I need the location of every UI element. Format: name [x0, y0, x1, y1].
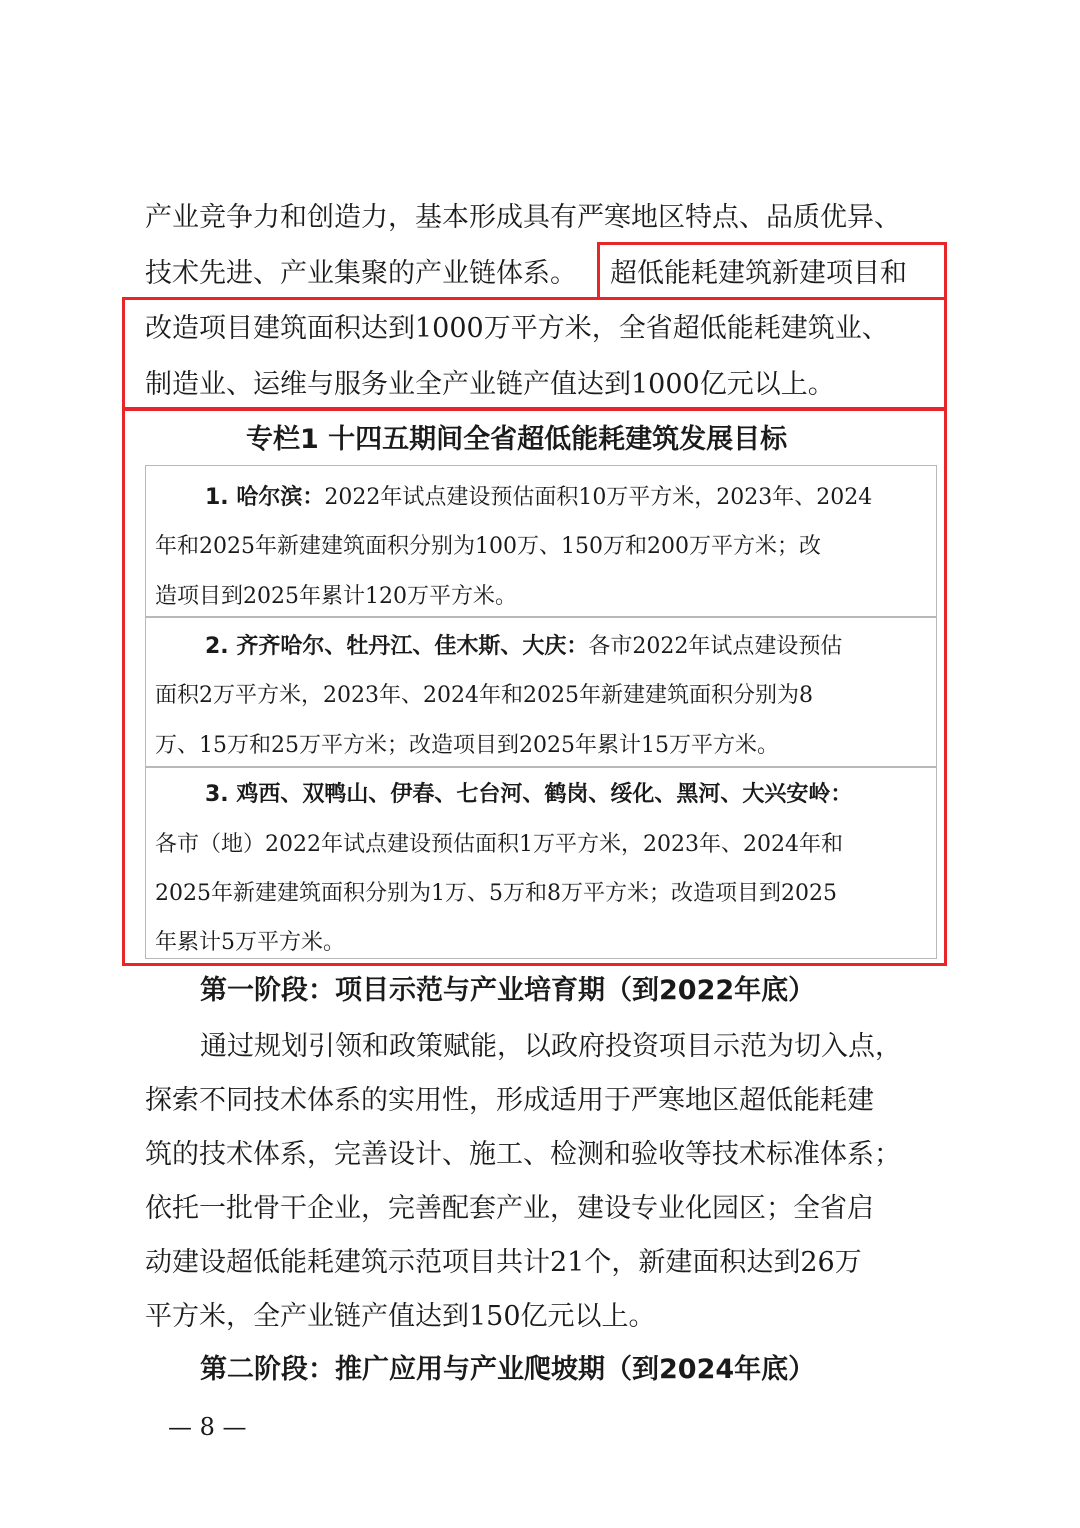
stage-1-heading: 第一阶段：项目示范与产业培育期（到2022年底）	[200, 975, 816, 1006]
column-item-3-line-2: 2025年新建建筑面积分别为1万、5万和8万平方米；改造项目到2025	[155, 881, 837, 906]
stage-1-line-4: 依托一批骨干企业，完善配套产业，建设专业化园区；全省启	[145, 1193, 874, 1224]
page-number: — 8 —	[168, 1413, 247, 1441]
column-item-2-line-3: 万、15万和25万平方米；改造项目到2025年累计15万平方米。	[155, 733, 779, 758]
column-item-2-line-2: 面积2万平方米，2023年、2024年和2025年新建建筑面积分别为8	[155, 683, 813, 708]
column-item-3-label: 3. 鸡西、双鸭山、伊春、七台河、鹤岗、绥化、黑河、大兴安岭：	[205, 782, 853, 807]
column-item-2-label: 2. 齐齐哈尔、牡丹江、佳木斯、大庆：	[205, 634, 589, 659]
stage-1-line-3: 筑的技术体系，完善设计、施工、检测和验收等技术标准体系；	[145, 1139, 901, 1170]
intro-line-2a: 技术先进、产业集聚的产业链体系。	[145, 258, 577, 289]
column-item-1-line-2: 年和2025年新建建筑面积分别为100万、150万和200万平方米；改	[155, 534, 821, 559]
stage-1-line-1: 通过规划引领和政策赋能，以政府投资项目示范为切入点，	[200, 1031, 902, 1062]
column-item-2-text: 各市2022年试点建设预估	[588, 634, 843, 659]
column-title: 专栏1 十四五期间全省超低能耗建筑发展目标	[246, 424, 788, 455]
column-item-3-line-3: 年累计5万平方米。	[155, 930, 345, 955]
stage-1-line-2: 探索不同技术体系的实用性，形成适用于严寒地区超低能耗建	[145, 1085, 874, 1116]
highlight-box-sentence-end	[122, 297, 947, 410]
intro-line-2b: 超低能耗建筑新建项目和	[610, 258, 907, 289]
column-item-2-first-line	[205, 632, 842, 662]
stage-2-heading: 第二阶段：推广应用与产业爬坡期（到2024年底）	[200, 1354, 816, 1385]
stage-1-line-5: 动建设超低能耗建筑示范项目共计21个，新建面积达到26万	[145, 1247, 862, 1278]
column-item-1-label: 1. 哈尔滨：	[205, 485, 325, 510]
column-item-1-line-3: 造项目到2025年累计120万平方米。	[155, 584, 517, 609]
highlight-box-sentence-start	[597, 242, 947, 300]
intro-line-4: 制造业、运维与服务业全产业链产值达到1000亿元以上。	[145, 369, 835, 400]
stage-1-line-6: 平方米，全产业链产值达到150亿元以上。	[145, 1301, 656, 1332]
column-item-1-first-line	[205, 483, 872, 513]
intro-line-3: 改造项目建筑面积达到1000万平方米，全省超低能耗建筑业、	[145, 313, 889, 344]
column-item-3-line-1: 各市（地）2022年试点建设预估面积1万平方米，2023年、2024年和	[155, 832, 843, 857]
column-item-1-text: 2022年试点建设预估面积10万平方米，2023年、2024	[324, 485, 873, 510]
intro-line-1: 产业竞争力和创造力，基本形成具有严寒地区特点、品质优异、	[145, 202, 901, 233]
